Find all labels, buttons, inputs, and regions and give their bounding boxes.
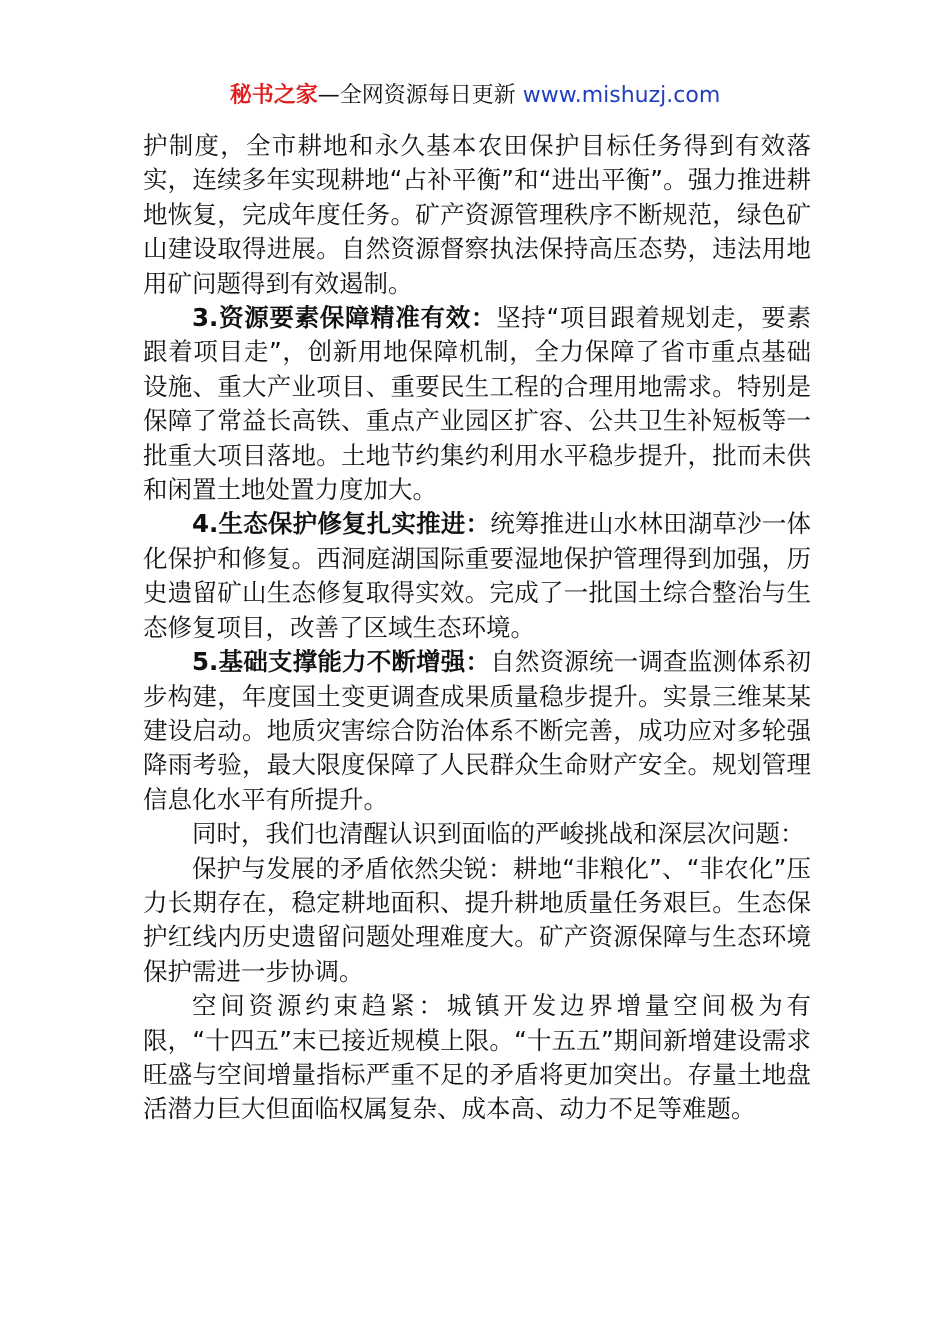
paragraph-text: 坚持“项目跟着规划走，要素跟着项目走”，创新用地保障机制，全力保障了省市重点基础设施、重大产业项目、重要民生工程的合理用地需求。特别是保障了常益长高铁、重点产业园区扩容、公共卫生补短板等一批重大项目落地。土地节约集约利用水平稳步提升，批而未供和闲置土地处置力度加大。 (143, 303, 811, 505)
header-site-link[interactable]: www.mishuzj.com (522, 83, 721, 108)
paragraph-protection-vs-development (143, 852, 811, 990)
paragraph-text: 自然资源统一调查监测体系初步构建，年度国土变更调查成果质量稳步提升。实景三维某某建设启动。地质灾害综合防治体系不断完善，成功应对多轮强降雨考验，最大限度保障了人民群众生命财产安全。规划管理信息化水平有所提升。 (143, 647, 812, 814)
header-brand: 秘书之家 (229, 83, 318, 108)
paragraph-challenges-intro (143, 817, 811, 851)
paragraph-basic-support (143, 645, 811, 817)
paragraph-space-constraints (143, 989, 811, 1127)
paragraph-text: 空间资源约束趋紧：城镇开发边界增量空间极为有限，“十四五”末已接近规模上限。“十五五”期间新增建设需求旺盛与空间增量指标严重不足的矛盾将更加突出。存量土地盘活潜力巨大但面临权属复杂、成本高、动力不足等难题。 (143, 991, 811, 1124)
page-header (0, 82, 950, 110)
paragraph-text: 同时，我们也清醒认识到面临的严峻挑战和深层次问题： (192, 819, 805, 849)
paragraph-resource-guarantee (143, 301, 811, 507)
paragraph-text: 护制度，全市耕地和永久基本农田保护目标任务得到有效落实，连续多年实现耕地“占补平衡”和“进出平衡”。强力推进耕地恢复，完成年度任务。矿产资源管理秩序不断规范，绿色矿山建设取得进展。自然资源督察执法保持高压态势，违法用地用矿问题得到有效遏制。 (143, 131, 811, 298)
paragraph-heading: 5.基础支撑能力不断增强： (192, 647, 491, 677)
paragraph-text: 保护与发展的矛盾依然尖锐：耕地“非粮化”、“非农化”压力长期存在，稳定耕地面积、提升耕地质量任务艰巨。生态保护红线内历史遗留问题处理难度大。矿产资源保障与生态环境保护需进一步协调。 (143, 853, 811, 986)
paragraph-ecological-restoration (143, 507, 811, 645)
paragraph-text: 统筹推进山水林田湖草沙一体化保护和修复。西洞庭湖国际重要湿地保护管理得到加强，历史遗留矿山生态修复取得实效。完成了一批国土综合整治与生态修复项目，改善了区域生态环境。 (143, 509, 812, 642)
paragraph-heading: 3.资源要素保障精准有效： (192, 303, 497, 333)
header-tagline: —全网资源每日更新 (317, 83, 523, 108)
paragraph-heading: 4.生态保护修复扎实推进： (192, 509, 491, 539)
paragraph-continuation (143, 129, 811, 301)
document-body (143, 129, 811, 1127)
